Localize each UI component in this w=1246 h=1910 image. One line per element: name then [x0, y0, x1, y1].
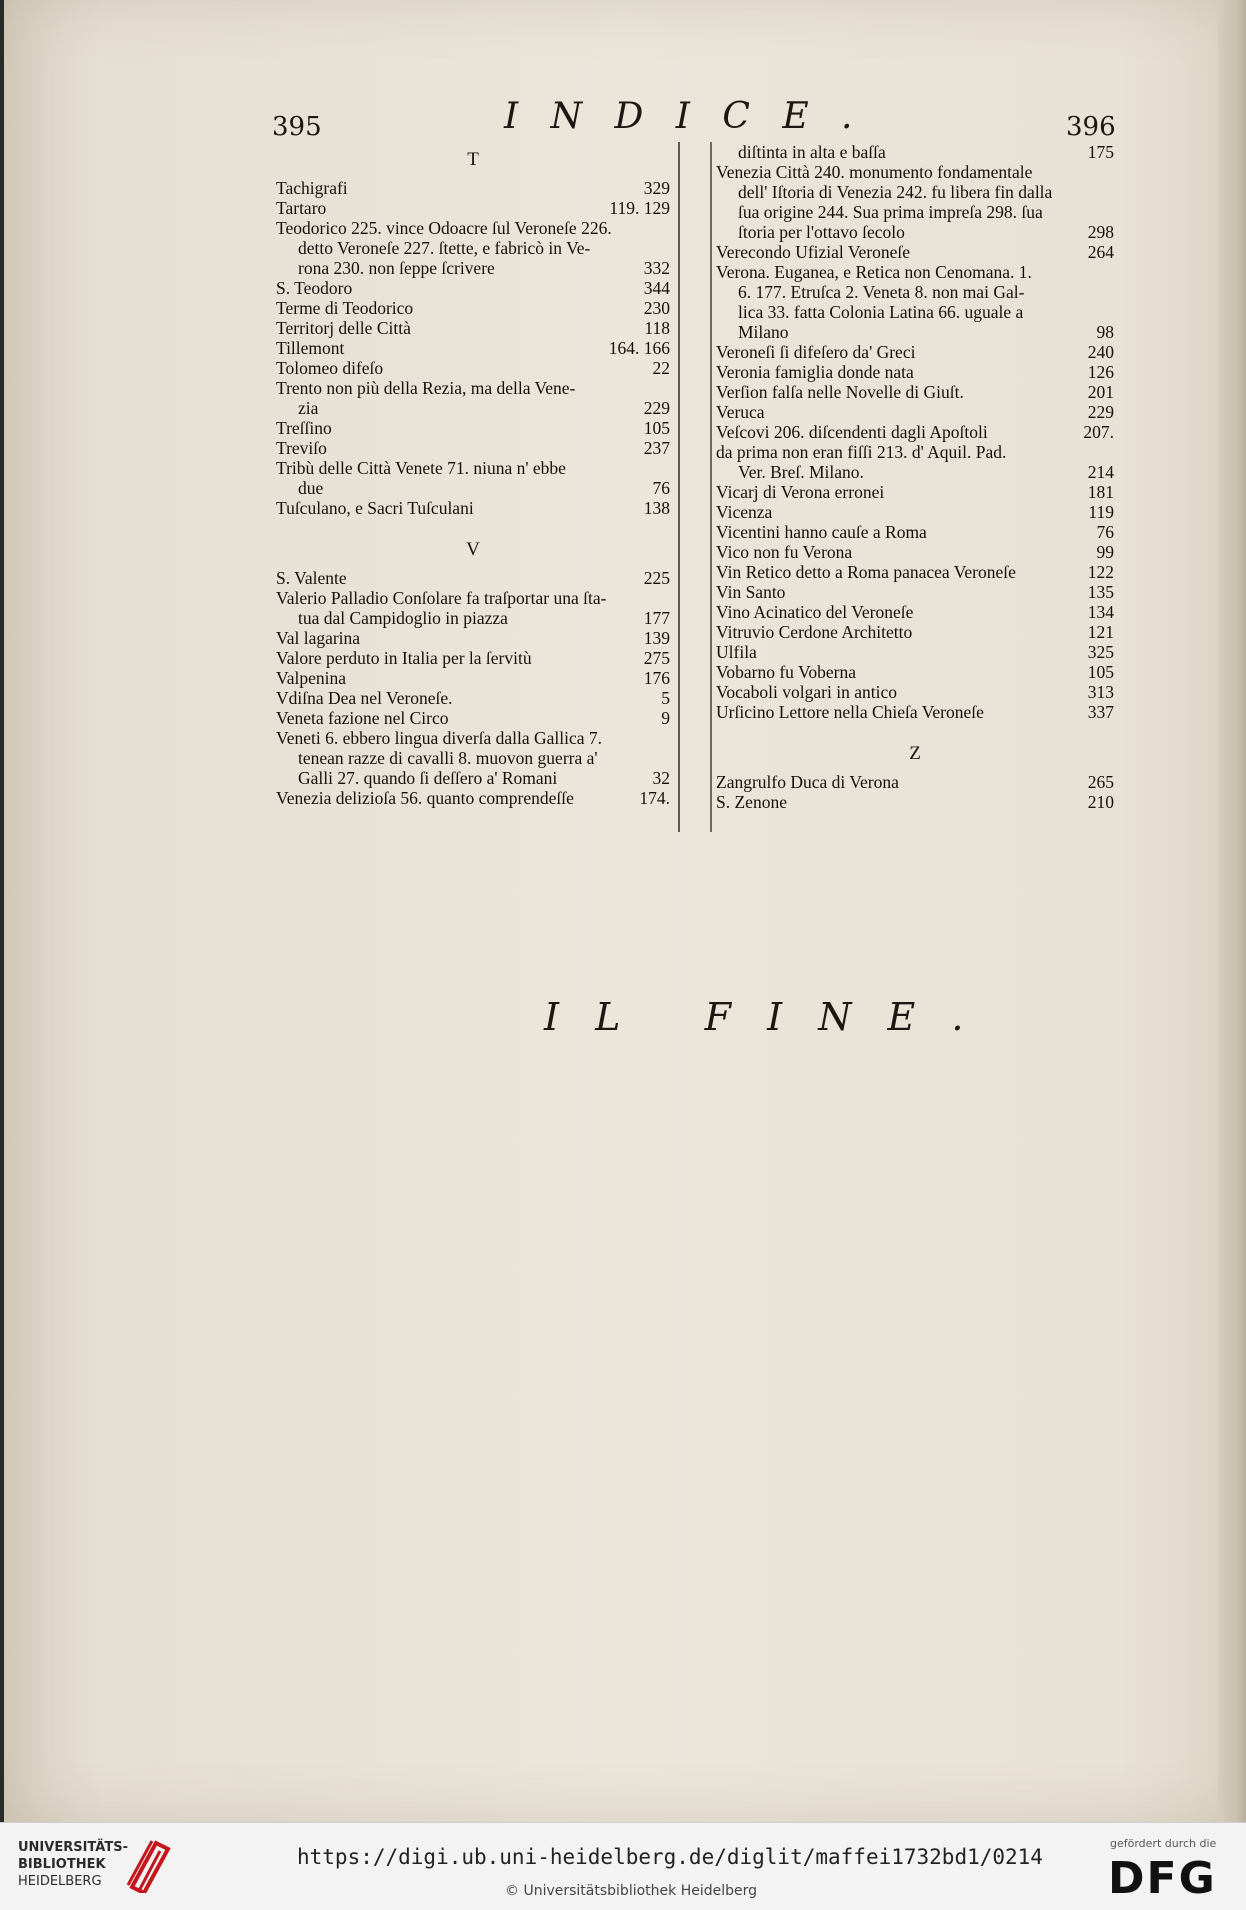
entry-text: Tolomeo difeſo — [276, 358, 384, 378]
index-entry — [276, 608, 670, 628]
entry-text: ſtoria per l'ottavo ſecolo — [738, 222, 905, 242]
entry-text: Vdiſna Dea nel Veroneſe. — [276, 688, 453, 708]
index-entry — [716, 582, 1114, 602]
index-entry — [716, 322, 1114, 342]
index-entry — [716, 682, 1114, 702]
entry-text: Vicentini hanno cauſe a Roma — [716, 522, 927, 542]
entry-text: Vico non fu Verona — [716, 542, 853, 562]
index-entry — [716, 642, 1114, 662]
entry-text: Tuſculano, e Sacri Tuſculani — [276, 498, 474, 518]
index-entry — [276, 278, 670, 298]
entry-text: Territorj delle Città — [276, 318, 411, 338]
entry-page-ref: 32 — [652, 768, 670, 788]
library-name-line2: BIBLIOTHEK — [18, 1857, 106, 1872]
entry-text: Veronia famiglia donde nata — [716, 362, 914, 382]
index-entry-line: Venezia Città 240. monumento fondamentale — [716, 162, 1033, 182]
entry-page-ref: 5 — [661, 688, 670, 708]
index-entry — [716, 522, 1114, 542]
index-entry — [276, 668, 670, 688]
entry-text: Veroneſi ſi difeſero da' Greci — [716, 342, 916, 362]
entry-text: rona 230. non ſeppe ſcrivere — [298, 258, 495, 278]
entry-page-ref: 105 — [643, 418, 670, 438]
entry-page-ref: 313 — [1087, 682, 1114, 702]
index-entry — [276, 258, 670, 278]
copyright-notice: © Universitätsbibliothek Heidelberg — [505, 1883, 758, 1899]
entry-text: tua dal Campidoglio in piazza — [298, 608, 508, 628]
entry-page-ref: 332 — [643, 258, 670, 278]
entry-text: Tachigrafi — [276, 178, 348, 198]
entry-page-ref: 118 — [644, 318, 670, 338]
entry-page-ref: 122 — [1087, 562, 1114, 582]
index-entry-line: Verona. Euganea, e Retica non Cenomana. 1. — [716, 262, 1032, 282]
index-entry — [276, 688, 670, 708]
entry-text: Vicenza — [716, 502, 773, 522]
entry-page-ref: 105 — [1087, 662, 1114, 682]
index-entry — [716, 702, 1114, 722]
entry-text: Vin Santo — [716, 582, 786, 602]
entry-page-ref: 210 — [1087, 792, 1114, 812]
index-entry — [716, 542, 1114, 562]
index-entry — [716, 142, 1114, 162]
index-entry-line: 6. 177. Etruſca 2. Veneta 8. non mai Gal- — [738, 282, 1025, 302]
index-entry — [716, 482, 1114, 502]
entry-page-ref: 265 — [1087, 772, 1114, 792]
entry-page-ref: 22 — [652, 358, 670, 378]
index-entry — [276, 318, 670, 338]
library-name-line3: HEIDELBERG — [18, 1874, 102, 1889]
entry-text: Venezia delizioſa 56. quanto comprendeſſe — [276, 788, 574, 808]
index-entry — [716, 662, 1114, 682]
index-entry — [716, 382, 1114, 402]
entry-text: Val lagarina — [276, 628, 361, 648]
index-entry — [276, 398, 670, 418]
entry-text: due — [298, 478, 324, 498]
entry-page-ref: 98 — [1096, 322, 1114, 342]
entry-page-ref: 207. — [1083, 422, 1114, 442]
entry-text: Vin Retico detto a Roma panacea Veroneſe — [716, 562, 1016, 582]
entry-page-ref: 9 — [661, 708, 670, 728]
section-letter: V — [466, 539, 480, 560]
entry-page-ref: 264 — [1087, 242, 1114, 262]
left-page-number: 395 — [272, 112, 322, 142]
index-entry — [276, 708, 670, 728]
index-entry — [716, 502, 1114, 522]
entry-page-ref: 275 — [643, 648, 670, 668]
entry-page-ref: 229 — [1087, 402, 1114, 422]
entry-page-ref: 76 — [652, 478, 670, 498]
entry-text: diſtinta in alta e baſſa — [738, 142, 886, 162]
index-entry — [276, 478, 670, 498]
index-entry — [276, 198, 670, 218]
entry-page-ref: 134 — [1087, 602, 1114, 622]
entry-text: Veneta fazione nel Circo — [276, 708, 449, 728]
entry-page-ref: 240 — [1087, 342, 1114, 362]
entry-page-ref: 344 — [643, 278, 670, 298]
index-entry — [276, 768, 670, 788]
funding-label: gefördert durch die — [1110, 1837, 1217, 1850]
index-entry — [716, 462, 1114, 482]
index-entry — [276, 498, 670, 518]
entry-page-ref: 181 — [1087, 482, 1114, 502]
index-entry — [716, 772, 1114, 792]
entry-text: Milano — [738, 322, 789, 342]
index-entry-line: tenean razze di cavalli 8. muovon guerra a' — [298, 748, 598, 768]
entry-text: Veſcovi 206. diſcendenti dagli Apoſtoli — [716, 422, 988, 442]
entry-page-ref: 298 — [1087, 222, 1114, 242]
entry-text: Vocaboli volgari in antico — [716, 682, 897, 702]
section-gap — [276, 518, 670, 532]
index-entry — [276, 788, 670, 808]
entry-page-ref: 135 — [1087, 582, 1114, 602]
index-entry-line: lica 33. fatta Colonia Latina 66. uguale a — [738, 302, 1024, 322]
closing-text: IL FINE. — [544, 995, 1000, 1039]
index-entry-line: Trento non più della Rezia, ma della Vene- — [276, 378, 576, 398]
permalink-url[interactable]: https://digi.ub.uni-heidelberg.de/diglit/maffei1732bd1/0214 — [297, 1845, 1043, 1869]
entry-page-ref: 237 — [643, 438, 670, 458]
index-entry-line: Teodorico 225. vince Odoacre ſul Veroneſe 226. — [276, 218, 612, 238]
index-entry — [716, 242, 1114, 262]
entry-page-ref: 76 — [1096, 522, 1114, 542]
entry-text: Verecondo Ufizial Veroneſe — [716, 242, 911, 262]
entry-page-ref: 329 — [643, 178, 670, 198]
entry-page-ref: 126 — [1087, 362, 1114, 382]
index-entry — [716, 222, 1114, 242]
entry-text: Verſion falſa nelle Novelle di Giuſt. — [716, 382, 964, 402]
entry-page-ref: 176 — [643, 668, 670, 688]
index-entry — [276, 418, 670, 438]
right-page-number: 396 — [1066, 112, 1116, 142]
index-entry — [716, 402, 1114, 422]
index-entry — [716, 562, 1114, 582]
index-entry — [716, 362, 1114, 382]
entry-page-ref: 201 — [1087, 382, 1114, 402]
entry-text: Vino Acinatico del Veroneſe — [716, 602, 914, 622]
entry-text: Tillemont — [276, 338, 345, 358]
entry-page-ref: 175 — [1087, 142, 1114, 162]
section-letter: T — [467, 149, 479, 170]
entry-page-ref: 174. — [639, 788, 670, 808]
entry-text: Zangrulfo Duca di Verona — [716, 772, 899, 792]
index-entry — [716, 602, 1114, 622]
entry-text: S. Teodoro — [276, 278, 353, 298]
entry-page-ref: 164. 166 — [608, 338, 670, 358]
index-entry — [716, 622, 1114, 642]
page-binding-edge — [1218, 0, 1246, 1822]
entry-text: zia — [298, 398, 319, 418]
entry-text: S. Valente — [276, 568, 347, 588]
index-entry-line: detto Veroneſe 227. ſtette, e fabricò in Ve- — [298, 238, 591, 258]
entry-text: Vicarj di Verona erronei — [716, 482, 885, 502]
library-name-line1: UNIVERSITÄTS- — [18, 1840, 128, 1855]
index-entry-line: ſua origine 244. Sua prima impreſa 298. ſua — [738, 202, 1043, 222]
entry-page-ref: 121 — [1087, 622, 1114, 642]
section-letter: Z — [909, 743, 921, 764]
column-rule-left — [678, 142, 680, 832]
index-entry-line: Tribù delle Città Venete 71. niuna n' ebbe — [276, 458, 566, 478]
index-column-left — [276, 142, 670, 808]
index-entry — [276, 298, 670, 318]
running-head: INDICE. — [504, 96, 885, 137]
section-gap — [716, 722, 1114, 736]
index-column-right — [716, 142, 1114, 812]
index-entry — [716, 792, 1114, 812]
library-logo-icon — [126, 1837, 174, 1893]
entry-page-ref: 229 — [643, 398, 670, 418]
entry-text: Veruca — [716, 402, 765, 422]
entry-page-ref: 230 — [643, 298, 670, 318]
entry-text: Ver. Breſ. Milano. — [738, 462, 864, 482]
index-entry-line: dell' Iſtoria di Venezia 242. fu libera fin dalla — [738, 182, 1053, 202]
entry-page-ref: 99 — [1096, 542, 1114, 562]
entry-page-ref: 325 — [1087, 642, 1114, 662]
index-entry — [276, 338, 670, 358]
entry-text: Vitruvio Cerdone Architetto — [716, 622, 913, 642]
index-entry — [276, 178, 670, 198]
entry-page-ref: 225 — [643, 568, 670, 588]
index-entry — [276, 438, 670, 458]
entry-text: Valpenina — [276, 668, 346, 688]
entry-text: Treviſo — [276, 438, 327, 458]
entry-page-ref: 138 — [643, 498, 670, 518]
entry-page-ref: 139 — [643, 628, 670, 648]
index-entry-line: da prima non eran fiſſi 213. d' Aquil. Pad. — [716, 442, 1007, 462]
entry-text: Vobarno fu Voberna — [716, 662, 856, 682]
scanned-page — [4, 0, 1246, 1822]
entry-text: Ulfila — [716, 642, 757, 662]
index-entry — [276, 358, 670, 378]
entry-text: Urſicino Lettore nella Chieſa Veroneſe — [716, 702, 984, 722]
library-logo-text[interactable] — [18, 1839, 128, 1890]
column-rule-right — [710, 142, 712, 832]
entry-text: Terme di Teodorico — [276, 298, 414, 318]
entry-page-ref: 177 — [643, 608, 670, 628]
entry-text: S. Zenone — [716, 792, 787, 812]
index-entry — [276, 648, 670, 668]
index-entry-line: Valerio Palladio Conſolare fa traſportar una ſta- — [276, 588, 607, 608]
viewer-footer — [0, 1822, 1246, 1910]
index-entry — [276, 568, 670, 588]
entry-page-ref: 337 — [1087, 702, 1114, 722]
index-entry-line: Veneti 6. ebbero lingua diverſa dalla Gallica 7. — [276, 728, 603, 748]
index-entry — [716, 422, 1114, 442]
index-entry — [716, 342, 1114, 362]
entry-page-ref: 119 — [1088, 502, 1114, 522]
index-entry — [276, 628, 670, 648]
entry-text: Valore perduto in Italia per la ſervitù — [276, 648, 532, 668]
entry-text: Tartaro — [276, 198, 327, 218]
dfg-logo[interactable]: DFG — [1108, 1853, 1217, 1904]
entry-page-ref: 119. 129 — [609, 198, 670, 218]
entry-page-ref: 214 — [1087, 462, 1114, 482]
entry-text: Galli 27. quando ſi deſſero a' Romani — [298, 768, 558, 788]
entry-text: Treſſino — [276, 418, 332, 438]
